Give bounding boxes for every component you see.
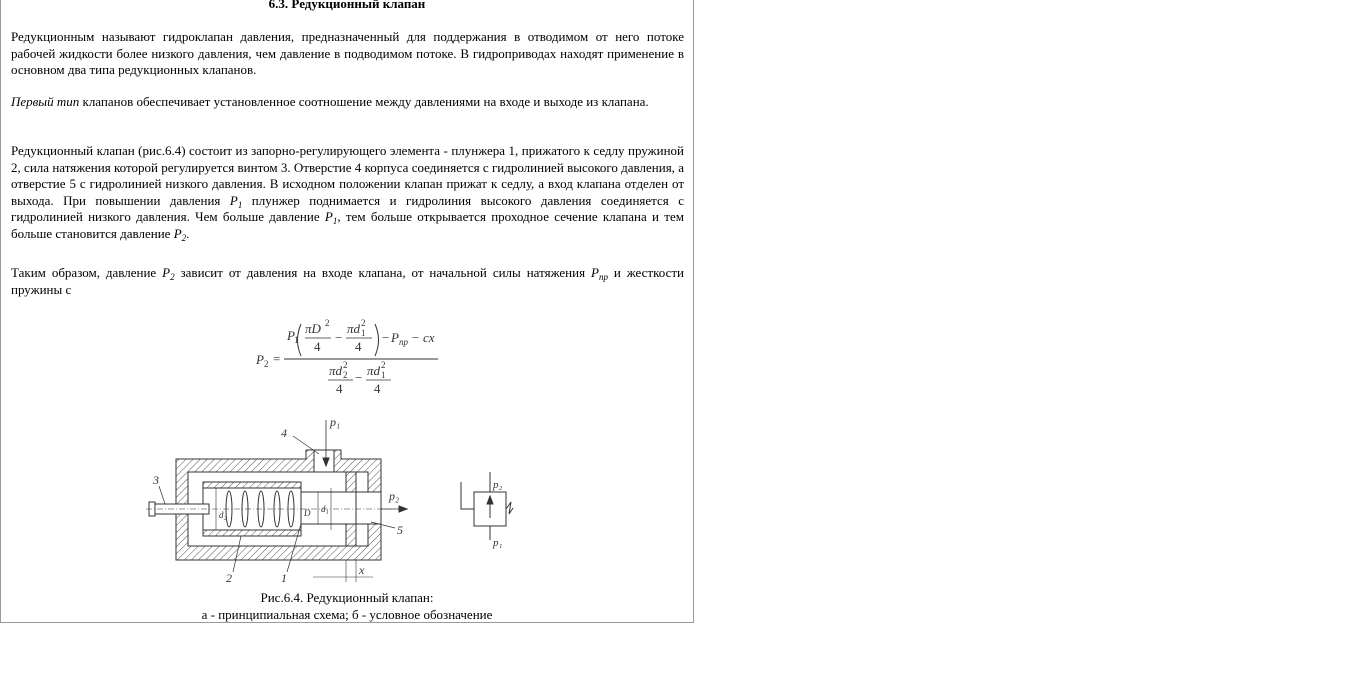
formula-p1-sub: 1: [294, 335, 299, 345]
label-x: x: [359, 563, 365, 577]
var-pnp: $P_{пр}$: [590, 265, 608, 282]
document-page: [0, 0, 694, 623]
symbol-label-p1: p₁: [493, 537, 503, 549]
valve-symbol: [461, 472, 513, 540]
paragraph-conclusion: [11, 265, 684, 298]
formula-minus: −: [355, 370, 363, 385]
formula-pnp-sub: пр: [399, 337, 408, 347]
formula-cx: − cx: [411, 330, 435, 345]
var-p1: $P_1$: [324, 209, 338, 226]
formula-four: 4: [336, 381, 343, 396]
label-1: 1: [281, 571, 287, 585]
formula-four: 4: [314, 339, 321, 354]
formula-four: 4: [355, 339, 362, 354]
formula-piD: πD: [305, 321, 321, 336]
label-d2: d₂: [219, 510, 227, 520]
paragraph-first-type: [11, 94, 684, 111]
formula-p1: P: [287, 328, 295, 343]
paragraph-definition: Редукционным называют гидроклапан давления, предназначенный для поддержания в отводимом от него потоке рабочей жидкости более низкого давления, чем давление в подводимом потоке. В гидроприводах находят применение в основном два типа редукционных клапанов.: [11, 29, 684, 77]
text-segment: Таким образом, давление: [11, 265, 163, 280]
section-title: 6.3. Редукционный клапан: [268, 0, 426, 11]
var-p1: $P_1$: [229, 192, 243, 210]
text-segment: , тем больше открывается проходное сечение клапана и тем больше становится давление: [11, 209, 684, 241]
label-3: 3: [153, 473, 159, 487]
text-segment: и жесткости пружины с: [11, 265, 684, 297]
formula-eq: =: [273, 351, 281, 366]
symbol-label-p2: p₂: [493, 479, 503, 491]
text-segment: плунжер поднимается и гидролиния высокого давления соединяется с гидролинией низкого давления. Чем больше давление: [11, 192, 684, 224]
formula-d1-sub: 1: [361, 328, 366, 338]
formula-pnp: P: [391, 330, 399, 345]
formula-minus: −: [335, 330, 343, 345]
paragraph-first-type-text: клапанов обеспечивает установленное соотношение между давлениями на входе и выходе из клапана.: [79, 94, 649, 109]
label-4: 4: [281, 426, 287, 440]
text-segment: Редукционный клапан (рис.6.4) состоит из запорно-регулирующего элемента - плунжера 1, прижатого к седлу пружиной 2, сила натяжения которой регулируется винтом 3. Отверстие 4 корпуса соединяется с гидролинией высокого давления, а отверстие 5 с гидролинией низкого давления. В исходном положении клапан прижат к седлу, а вход клапана отделен от выхода. При повышении давления: [11, 143, 684, 208]
formula-four: 4: [374, 381, 381, 396]
italic-lead: Первый тип: [11, 94, 80, 109]
figure-caption-legend: а - принципиальная схема; б - условное обозначение: [201, 607, 493, 622]
formula-minus: −: [382, 330, 390, 345]
formula-p2: [251, 316, 451, 400]
paragraph-construction: [11, 143, 684, 242]
var-p2: $P_2$: [173, 225, 187, 243]
formula-exp: 2: [381, 360, 386, 370]
label-p2: p₂: [389, 489, 400, 503]
formula-exp: 2: [343, 360, 348, 370]
text-segment: зависит от давления на входе клапана, от начальной силы натяжения: [174, 265, 591, 280]
formula-pid: πd: [367, 363, 381, 378]
formula-lhs-sub: 2: [264, 359, 269, 369]
formula-lhs: P: [256, 352, 264, 367]
formula-exp: 2: [361, 318, 366, 328]
formula-pid: πd: [347, 321, 361, 336]
label-d1: d₁: [321, 504, 329, 514]
text-segment: .: [186, 225, 190, 241]
figure-caption-title: Рис.6.4. Редукционный клапан:: [260, 590, 434, 605]
var-p2: $P_2$: [162, 265, 175, 282]
formula-d2-sub: 2: [343, 370, 348, 380]
label-D: D: [304, 508, 311, 518]
label-5: 5: [397, 523, 403, 537]
formula-pid: πd: [329, 363, 343, 378]
label-p1: p₁: [330, 415, 341, 429]
formula-exp: 2: [325, 318, 330, 328]
port-5: [356, 492, 381, 524]
label-2: 2: [226, 571, 232, 585]
formula-d1-sub: 1: [381, 370, 386, 380]
valve-diagram: [141, 412, 521, 588]
